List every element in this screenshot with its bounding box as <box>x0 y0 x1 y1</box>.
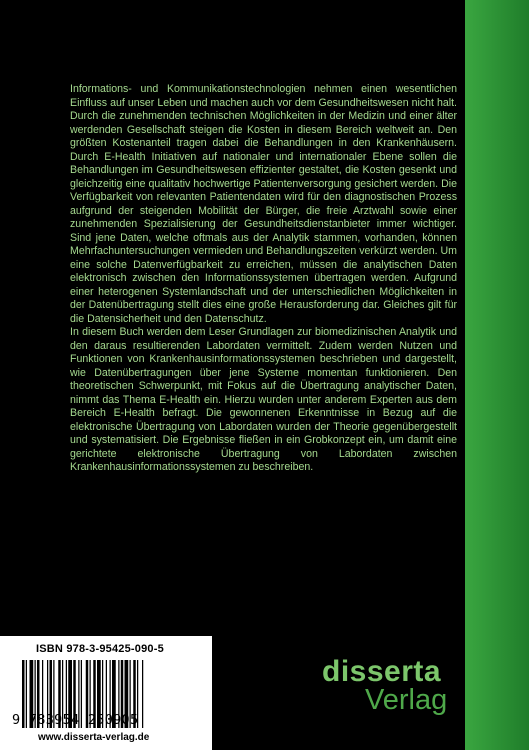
publisher-logo-sub: Verlag <box>365 684 448 716</box>
back-cover-blurb <box>70 83 457 475</box>
barcode-digits: 9 783954 250905 <box>12 712 139 728</box>
green-accent-strip <box>465 0 529 750</box>
blurb-paragraph-2: In diesem Buch werden dem Leser Grundlagen zur biomedizinischen Analytik und den daraus resultierenden Labordaten vermittelt. Zudem werden Nutzen und Funktionen von Krankenhausinformationssystemen beschrieben und dargestellt, wie Datenübertragungen über jene Systeme momentan funktionieren. Den theoretischen Schwerpunkt, mit Fokus auf die Übertragung analytischer Daten, nimmt das Thema E-Health ein. Hierzu wurden unter anderem Experten aus dem Bereich E-Health befragt. Die gewonnenen Erkenntnisse in Bezug auf die elektronische Übertragung von Labordaten wurden der Theorie gegenübergestellt und systematisiert. Die Ergebnisse fließen in ein Grobkonzept ein, um damit eine gerichtete elektronische Übertragung von Labordaten zwischen Krankenhausinformationssystemen zu beschreiben. <box>70 326 457 473</box>
blurb-paragraph-1: Informations- und Kommunikationstechnologien nehmen einen wesentlichen Einfluss auf unser Leben und machen auch vor dem Gesundheitswesen nicht halt. Durch die zunehmenden technischen Möglichkeiten in der Medizin und einer älter werdenden Gesellschaft steigen die Kosten in diesem Bereich weltweit an. Den größten Kostenanteil tragen dabei die Behandlungen in den Krankenhäusern. Durch E-Health Initiativen auf nationaler und internationaler Ebene sollen die Behandlungen im Gesundheitswesen effizienter gestaltet, die Kosten gesenkt und gleichzeitig eine qualitativ hochwertige Patientenversorgung gesichert werden. Die Verfügbarkeit von relevanten Patientendaten wird für den diagnostischen Prozess aufgrund der steigenden Mobilität der Bürger, die freie Arztwahl sowie einer zunehmenden Spezialisierung der Gesundheitsdienstanbieter immer wichtiger. Sind jene Daten, welche oftmals aus der Analytik stammen, vorhanden, können Mehrfachuntersuchungen vermieden und Behandlungszeiten verkürzt werden. Um eine solche Datenverfügbarkeit zu erreichen, müssen die analytischen Daten elektronisch zwischen den Informationssystemen übertragen werden. Aufgrund einer heterogenen Systemlandschaft und der unterschiedlichen Möglichkeiten in der Datenübertragung stellt dies eine große Herausforderung dar. Gleiches gilt für die Datensicherheit und den Datenschutz. <box>70 83 457 325</box>
publisher-website: www.disserta-verlag.de <box>38 732 150 743</box>
publisher-logo-name: disserta <box>322 655 442 688</box>
isbn-label: ISBN 978-3-95425-090-5 <box>36 643 164 655</box>
